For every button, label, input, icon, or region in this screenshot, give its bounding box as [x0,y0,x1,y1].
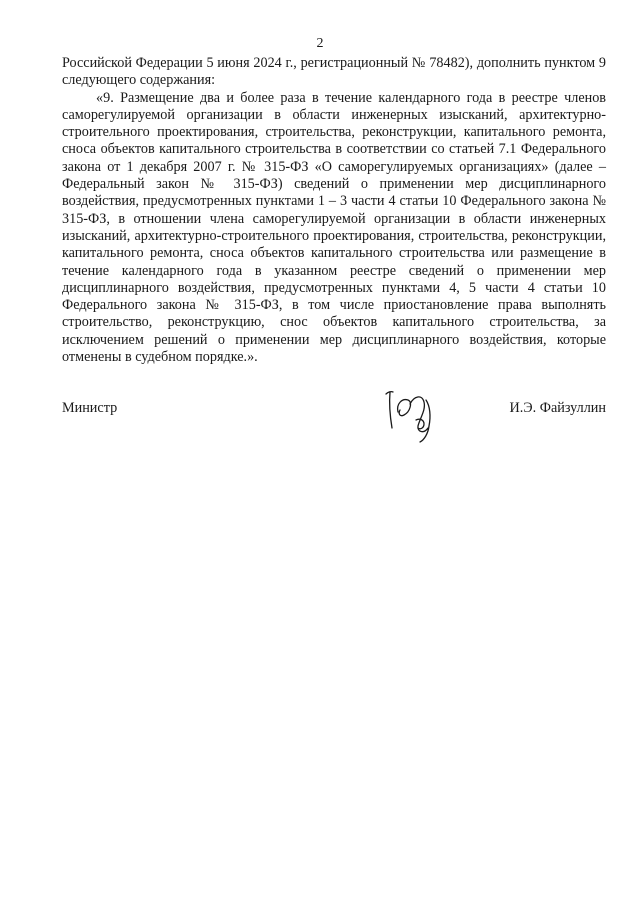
signature-block [62,398,606,446]
page-number: 2 [316,36,324,51]
paragraph-continuation: Российской Федерации 5 июня 2024 г., регистрационный № 78482), дополнить пунктом 9 следующего содержания: [62,55,606,89]
handwritten-signature [380,382,450,446]
signer-name: И.Э. Файзуллин [509,400,606,416]
signer-position: Министр [62,400,118,416]
paragraph-item-9: «9. Размещение два и более раза в течение календарного года в реестре членов саморегулируемой организации в области инженерных изысканий, архитектурно-строительного проектирования, строительства, реконструкции, капитального ремонта, сноса объектов капитального строительства в соответствии со статьей 7.1 Федерального закона от 1 декабря 2007 г. № 315-ФЗ «О саморегулируемых организациях» (далее – Федеральный закон № 315-ФЗ) сведений о применении мер дисциплинарного воздействия, предусмотренных пунктами 1 – 3 части 4 статьи 10 Федерального закона № 315-ФЗ, в отношении члена саморегулируемой организации в области инженерных изысканий, архитектурно-строительного проектирования, строительства, реконструкции, капитального ремонта, сноса объектов капитального строительства или размещение в течение календарного года в указанном реестре сведений о применении мер дисциплинарного воздействия, предусмотренных пунктами 4, 5 части 4 статьи 10 Федерального закона № 315-ФЗ, в том числе приостановление права выполнять строительство, реконструкцию, снос объектов капитального строительства, за исключением решений о применении мер дисциплинарного воздействия, которые отменены в судебном порядке.». [62,89,606,366]
document-body [62,55,606,366]
